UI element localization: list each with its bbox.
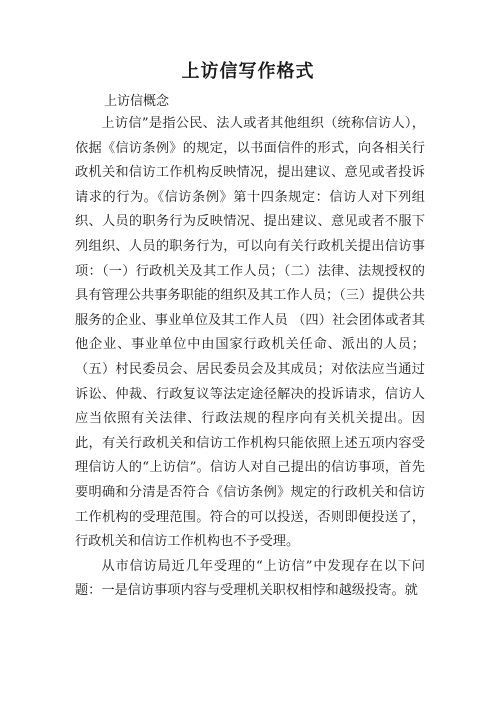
document-body xyxy=(75,112,425,604)
paragraph-2: 从市信访局近几年受理的“上访信”中发现存在以下问题：一是信访事项内容与受理机关职权相悖和越级投寄。就 xyxy=(75,558,425,599)
section-heading: 上访信概念 xyxy=(104,94,170,109)
paragraph-1: 上访信”是指公民、法人或者其他组织（统称信访人），依据《信访条例》的规定，以书面信件的形式，向各相关行政机关和信访工作机构反映情况，提出建议、意见或者投诉请求的行为。《信访条例》第十四条规定：信访人对下列组织、人员的职务行为反映情况、提出建议、意见或者不服下列组织、人员的职务行为，可以向有关行政机关提出信访事项：（一）行政机关及其工作人员；（二）法律、法规授权的具有管理公共事务职能的组织及其工作人员；（三）提供公共服务的企业、事业单位及其工作人员 （四）社会团体或者其他企业、事业单位中由国家行政机关任命、派出的人员；（五）村民委员会、居民委员会及其成员；对依法应当通过诉讼、仲裁、行政复议等法定途径解决的投诉请求，信访人应当依照有关法律、行政法规的程序向有关机关提出。因此，有关行政机关和信访工作机构只能依照上述五项内容受理信访人的“上访信”。信访人对自己提出的信访事项，首先要明确和分清是否符合《信访条例》规定的行政机关和信访工作机构的受理范围。符合的可以投送，否则即便投送了，行政机关和信访工作机构也不予受理。 xyxy=(75,116,425,550)
document-title: 上访信写作格式 xyxy=(181,61,315,82)
